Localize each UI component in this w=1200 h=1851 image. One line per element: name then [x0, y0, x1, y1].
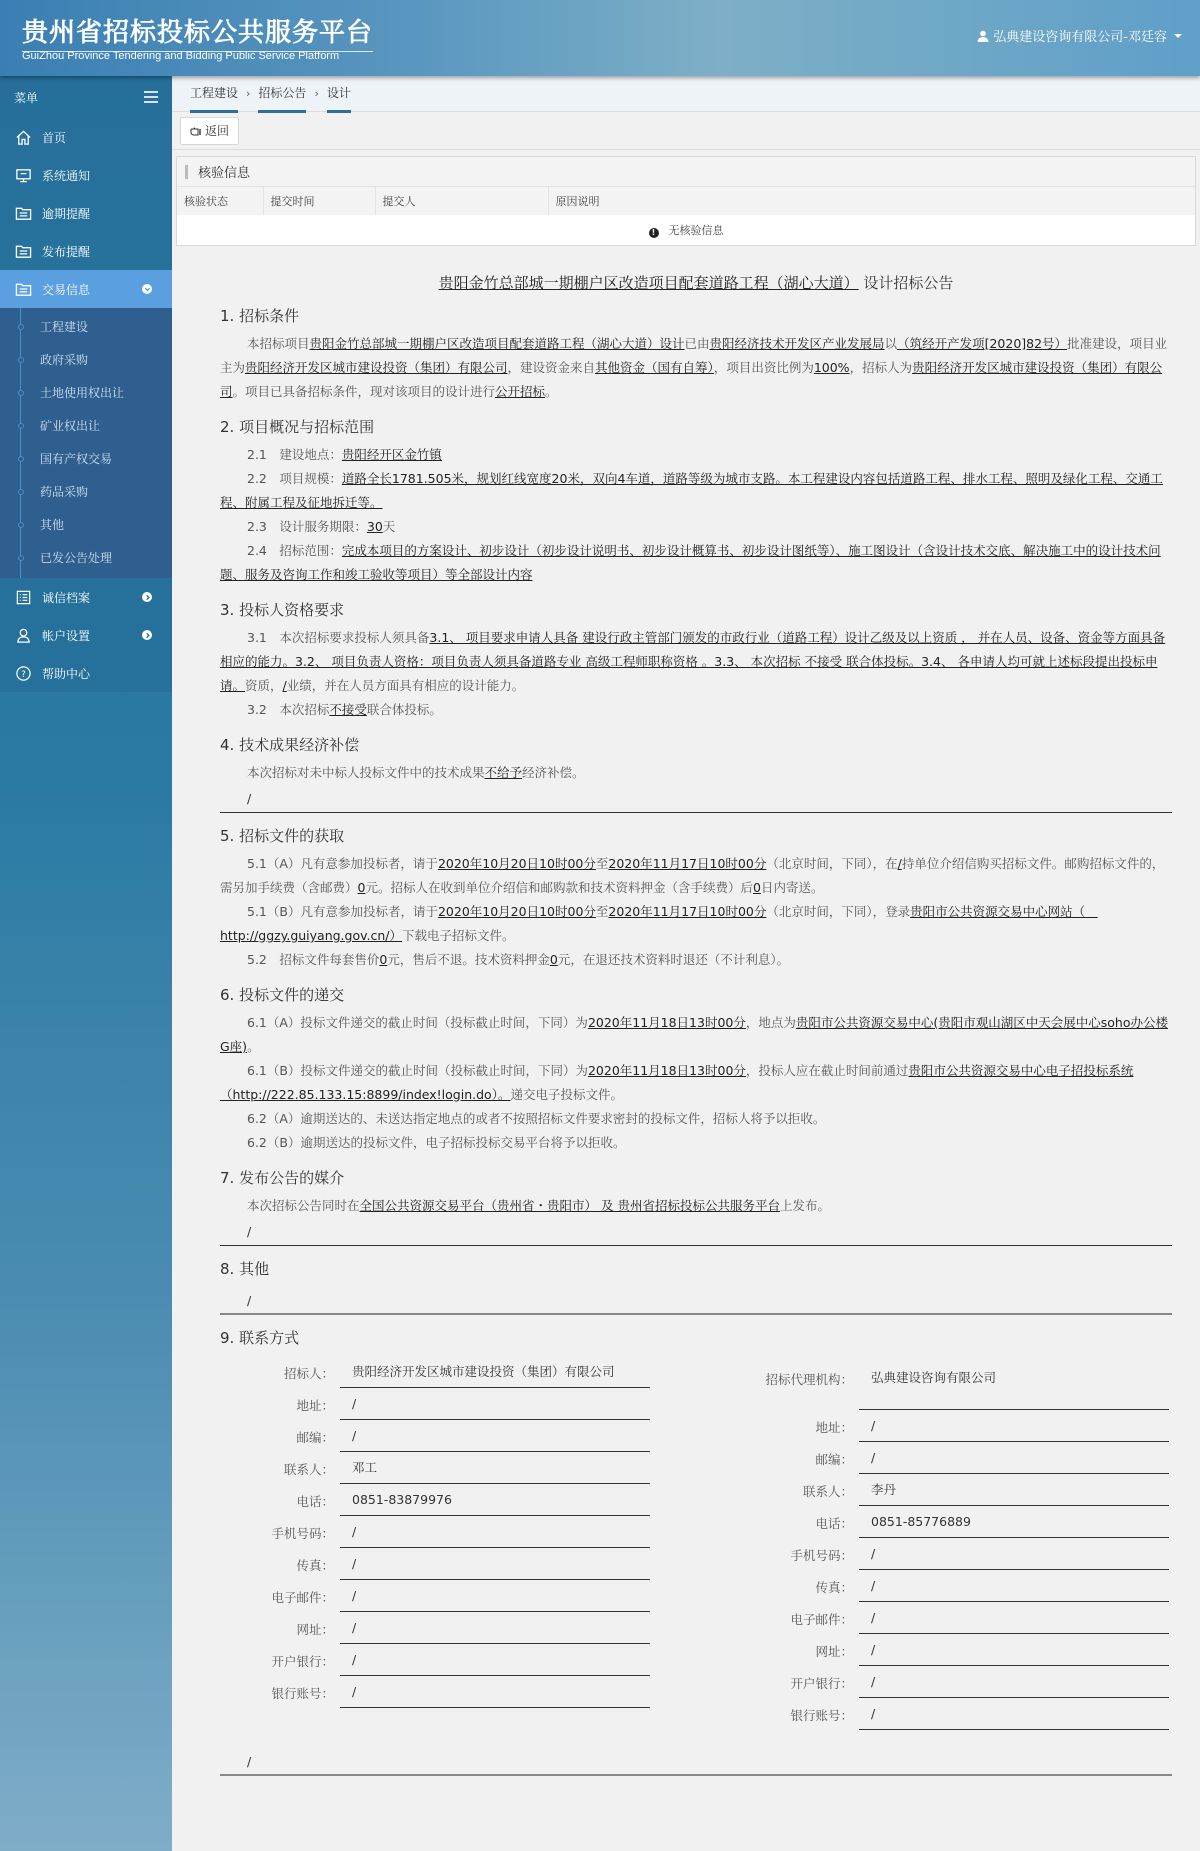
sidebar-item-label: 帮助中心	[42, 666, 91, 681]
download-site-link[interactable]: 贵阳市公共资源交易中心网站（ http://ggzy.guiyang.gov.cn/）	[220, 904, 1098, 943]
site-subtitle: GuiZhou Province Tendering and Bidding Public Service Platform	[22, 50, 340, 62]
trade-info-submenu	[0, 308, 172, 578]
submit-a-line: 6.1（A）投标文件递交的截止时间（投标截止时间，下同）为2020年11月18日13时00分，地点为贵阳市公共资源交易中心(贵阳市观山湖区中天会展中心soho办公楼G座)。	[220, 1015, 1168, 1054]
bidding-system-link[interactable]: 贵阳市公共资源交易中心电子招投标系统（http://222.85.133.15:8899/index!login.do）。	[220, 1063, 1134, 1102]
col-submit-time: 提交时间	[263, 187, 375, 215]
contact-row: 电子邮件： /	[250, 1580, 681, 1612]
breadcrumb-tender-notice[interactable]: 招标公告	[258, 84, 306, 103]
top-header	[0, 0, 1200, 76]
submenu-published-notices[interactable]: 已发公告处理	[0, 541, 172, 574]
contact-row: 传真： /	[250, 1548, 681, 1580]
svg-text:?: ?	[20, 669, 26, 680]
home-icon	[14, 128, 32, 146]
reject-b-line: 6.2（B）逾期送达的投标文件，电子招标投标交易平台将予以拒收。	[247, 1135, 626, 1150]
section-heading: 3. 投标人资格要求	[220, 601, 345, 619]
submenu-gov-procurement[interactable]: 政府采购	[0, 343, 172, 376]
submenu-state-assets[interactable]: 国有产权交易	[0, 442, 172, 475]
col-reason: 原因说明	[548, 187, 1195, 215]
section-heading: 6. 投标文件的递交	[220, 986, 345, 1004]
sidebar-item-notifications[interactable]	[0, 156, 172, 194]
agency-contact	[741, 1356, 1172, 1730]
user-menu[interactable]	[977, 26, 1182, 45]
reject-a-line: 6.2（A）逾期送达的、未送达指定地点的或者不按照招标文件要求密封的投标文件，招标人将予以拒收。	[247, 1111, 826, 1126]
compensation-line: 本次招标对未中标人投标文件中的技术成果不给予经济补偿。	[247, 765, 585, 780]
section-9-note: /	[220, 1748, 1172, 1776]
contact-row: 网址： /	[250, 1612, 681, 1644]
help-icon	[14, 664, 32, 682]
verification-table	[177, 187, 1195, 245]
section-8-note: /	[220, 1287, 1172, 1315]
monitor-icon	[14, 166, 32, 184]
location-line: 2.1 建设地点：贵阳经开区金竹镇	[247, 447, 442, 462]
contact-row: 招标代理机构： 弘典建设咨询有限公司	[741, 1356, 1172, 1410]
back-label: 返回	[205, 124, 230, 138]
folder-list-icon	[14, 242, 32, 260]
col-status: 核验状态	[177, 187, 263, 215]
sidebar-item-account-settings[interactable]	[0, 616, 172, 654]
breadcrumb	[172, 76, 1200, 112]
submenu-drug-procurement[interactable]: 药品采购	[0, 475, 172, 508]
section-heading: 4. 技术成果经济补偿	[220, 736, 360, 754]
caret-down-icon	[1174, 34, 1182, 38]
sidebar-item-credit-archive[interactable]	[0, 578, 172, 616]
consortium-line: 3.2 本次招标不接受联合体投标。	[247, 702, 442, 717]
contact-row: 联系人： 李丹	[741, 1474, 1172, 1506]
media-line: 本次招标公告同时在全国公共资源交易平台（贵州省・贵阳市） 及 贵州省招标投标公共服务平台上发布。	[247, 1198, 830, 1213]
acquire-b-line: 5.1（B）凡有意参加投标者，请于2020年10月20日10时00分至2020年11月17日10时00分（北京时间，下同），登录贵阳市公共资源交易中心网站（ http://ggzy.guiyang.gov.cn/）下载电子招标文件。	[220, 904, 1098, 943]
hamburger-icon[interactable]	[144, 91, 158, 103]
user-icon	[977, 30, 989, 42]
sidebar-header	[0, 76, 172, 118]
contact-row: 传真： /	[741, 1570, 1172, 1602]
announcement-document	[172, 272, 1200, 1776]
sidebar-item-publish-reminder[interactable]	[0, 232, 172, 270]
section-heading: 2. 项目概况与招标范围	[220, 418, 375, 436]
submenu-land-use[interactable]: 土地使用权出让	[0, 376, 172, 409]
site-title: 贵州省招标投标公共服务平台	[22, 12, 373, 52]
contact-row: 电话： 0851-83879976	[250, 1484, 681, 1516]
contact-row: 手机号码： /	[741, 1538, 1172, 1570]
chevron-right-icon	[142, 592, 152, 602]
qualification-line: 3.1 本次招标要求投标人须具备3.1、 项目要求申请人具备 建设行政主管部门颁发的市政行业（道路工程）设计乙级及以上资质 ， 并在人员、设备、资金等方面具备相应的能力。3.2、 项目负责人资格：项目负责人须具备道路专业 高级工程师职称资格 。3.3、 本次招标 不接受 联合体投标。3.4、 各申请人均可就上述标段提出投标申请。资质，/业绩，并在人员方面具有相应的设计能力。	[220, 630, 1166, 693]
sidebar-item-overdue-reminder[interactable]	[0, 194, 172, 232]
back-button[interactable]	[180, 117, 239, 145]
sidebar-item-label: 首页	[42, 130, 67, 145]
verification-title: 核验信息	[177, 157, 1195, 187]
tenderer-contact	[250, 1356, 681, 1730]
contact-row: 银行账号： /	[250, 1676, 681, 1708]
breadcrumb-design[interactable]: 设计	[327, 84, 351, 103]
sidebar	[0, 76, 172, 1851]
price-line: 5.2 招标文件每套售价0元，售后不退。技术资料押金0元，在退还技术资料时退还（不计利息）。	[247, 952, 790, 967]
sidebar-item-home[interactable]	[0, 118, 172, 156]
sidebar-item-label: 逾期提醒	[42, 206, 91, 221]
contact-row: 地址： /	[741, 1410, 1172, 1442]
sidebar-item-label: 交易信息	[42, 282, 91, 297]
chevron-right-icon	[142, 630, 152, 640]
chevron-down-icon	[142, 284, 152, 294]
contact-grid	[220, 1356, 1172, 1730]
submit-b-line: 6.1（B）投标文件递交的截止时间（投标截止时间，下同）为2020年11月18日13时00分，投标人应在截止时间前通过贵阳市公共资源交易中心电子招投标系统（http://222.85.133.15:8899/index!login.do）。递交电子投标文件。	[220, 1063, 1134, 1102]
folder-list-icon	[14, 204, 32, 222]
user-settings-icon	[14, 626, 32, 644]
submenu-other[interactable]: 其他	[0, 508, 172, 541]
contact-row: 手机号码： /	[250, 1516, 681, 1548]
sidebar-item-label: 帐户设置	[42, 628, 91, 643]
scale-line: 2.2 项目规模：道路全长1781.505米，规划红线宽度20米，双向4车道，道路等级为城市支路。本工程建设内容包括道路工程、排水工程、照明及绿化工程、交通工程、附属工程及征地拆迁等。	[220, 471, 1163, 510]
section-7-note: /	[220, 1218, 1172, 1246]
toolbar	[172, 112, 1200, 150]
section-heading: 5. 招标文件的获取	[220, 827, 345, 845]
sidebar-item-trade-info[interactable]	[0, 270, 172, 308]
breadcrumb-engineering[interactable]: 工程建设	[190, 84, 238, 103]
contact-row: 邮编： /	[741, 1442, 1172, 1474]
info-icon: !	[649, 228, 659, 238]
contact-row: 开户银行： /	[741, 1666, 1172, 1698]
contact-row: 电话： 0851-85776889	[741, 1506, 1172, 1538]
menu-label: 菜单	[14, 90, 39, 105]
empty-row: ! 无核验信息	[177, 215, 1195, 245]
sidebar-item-label: 发布提醒	[42, 244, 91, 259]
contact-row: 邮编： /	[250, 1420, 681, 1452]
section-heading: 8. 其他	[220, 1260, 270, 1278]
main-content	[172, 76, 1200, 1851]
contact-row: 联系人： 邓工	[250, 1452, 681, 1484]
contact-row: 银行账号： /	[741, 1698, 1172, 1730]
chevron-right-icon: ›	[246, 87, 251, 100]
contact-row: 电子邮件： /	[741, 1602, 1172, 1634]
folder-list-icon	[14, 280, 32, 298]
submenu-engineering[interactable]: 工程建设	[0, 310, 172, 343]
section-heading: 7. 发布公告的媒介	[220, 1169, 345, 1187]
sidebar-item-label: 诚信档案	[42, 590, 91, 605]
sidebar-item-help-center[interactable]	[0, 654, 172, 692]
acquire-a-line: 5.1（A）凡有意参加投标者，请于2020年10月20日10时00分至2020年11月17日10时00分（北京时间，下同），在/持单位介绍信购买招标文件。邮购招标文件的，需另加手续费（含邮费）0元。招标人在收到单位介绍信和邮购款和技术资料押金（含手续费）后0日内寄送。	[220, 856, 1165, 895]
section-heading: 9. 联系方式	[220, 1329, 300, 1347]
contact-row: 招标人： 贵阳经济开发区城市建设投资（集团）有限公司	[250, 1356, 681, 1388]
user-name: 弘典建设咨询有限公司-邓廷容	[993, 30, 1167, 45]
sidebar-lower	[0, 578, 172, 692]
list-icon	[14, 588, 32, 606]
contact-row: 地址： /	[250, 1388, 681, 1420]
period-line: 2.3 设计服务期限：30天	[247, 519, 396, 534]
section-1-text: 本招标项目贵阳金竹总部城一期棚户区改造项目配套道路工程（湖心大道）设计已由贵阳经济技术开发区产业发展局以（筑经开产发项[2020]82号）批准建设，项目业主为贵阳经济开发区城市建设投资（集团）有限公司，建设资金来自其他资金（国有自筹），项目出资比例为100%，招标人为贵阳经济开发区城市建设投资（集团）有限公司。项目已具备招标条件，现对该项目的设计进行公开招标。	[220, 336, 1168, 399]
section-heading: 1. 招标条件	[220, 307, 300, 325]
back-hand-icon	[190, 125, 202, 137]
section-4-note: /	[220, 785, 1172, 813]
sidebar-item-label: 系统通知	[42, 168, 91, 183]
col-submitter: 提交人	[375, 187, 548, 215]
document-title: 贵阳金竹总部城一期棚户区改造项目配套道路工程（湖心大道） 设计招标公告	[438, 274, 954, 292]
chevron-right-icon: ›	[314, 87, 319, 100]
scope-line: 2.4 招标范围：完成本项目的方案设计、初步设计（初步设计说明书、初步设计概算书、初步设计图纸等）、施工图设计（含设计技术交底、解决施工中的设计技术问题、服务及咨询工作和竣工验收等项目）等全部设计内容	[220, 543, 1161, 582]
contact-row: 开户银行： /	[250, 1644, 681, 1676]
verification-panel	[176, 156, 1196, 246]
submenu-mining-rights[interactable]: 矿业权出让	[0, 409, 172, 442]
contact-row: 网址： /	[741, 1634, 1172, 1666]
